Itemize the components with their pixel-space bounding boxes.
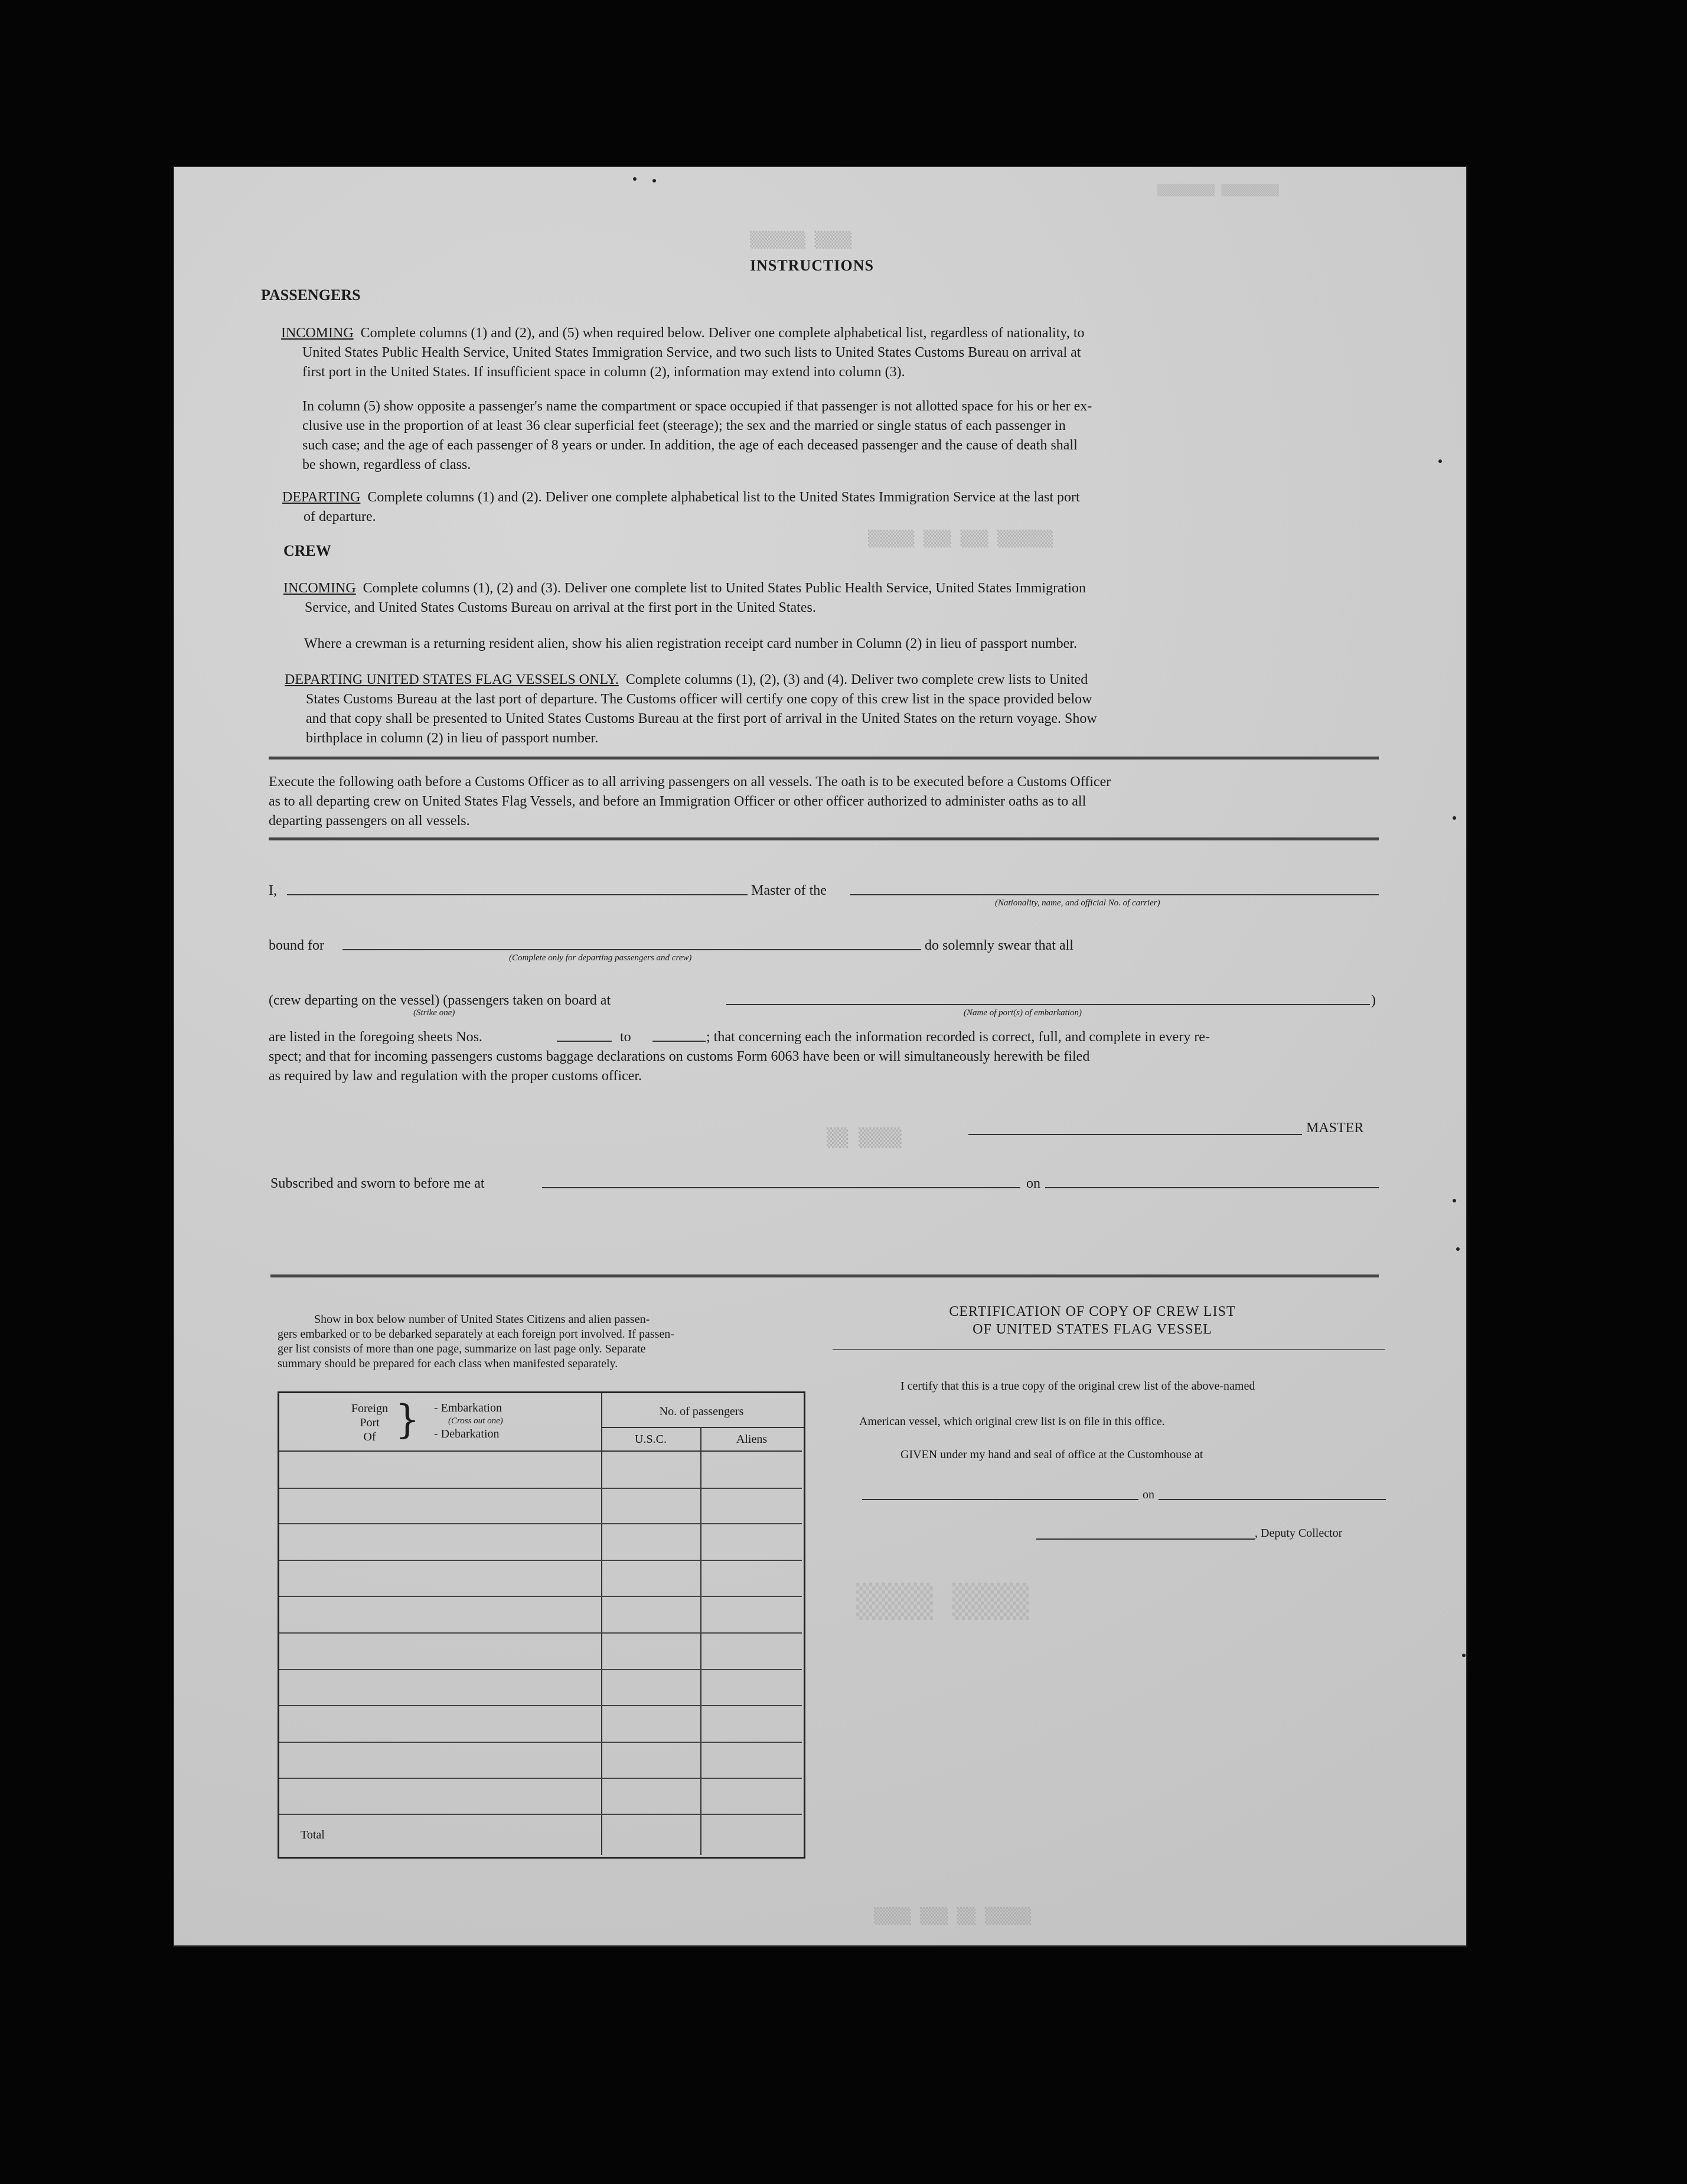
table-row xyxy=(279,1560,802,1561)
passengers-incoming-text: Complete columns (1) and (2), and (5) when required below. Deliver one complete alphabetical list, regardless of nationality, to xyxy=(360,325,1085,341)
strike-one-caption: (Strike one) xyxy=(413,1008,455,1018)
solemnly-text: do solemnly swear that all xyxy=(925,938,1073,953)
carrier-field[interactable] xyxy=(850,894,1379,895)
embark-labels xyxy=(434,1401,503,1440)
on-text: on xyxy=(1026,1176,1040,1191)
table-row xyxy=(279,1669,802,1670)
certification-title-line: CERTIFICATION OF COPY OF CREW LIST xyxy=(949,1304,1236,1319)
table-row xyxy=(279,1523,802,1524)
oath-intro xyxy=(269,772,1379,831)
passengers-incoming-label: INCOMING xyxy=(281,325,354,341)
ports-caption: (Name of port(s) of embarkation) xyxy=(964,1008,1082,1018)
bound-for-label: bound for xyxy=(269,938,324,953)
summary-instructions xyxy=(278,1312,803,1371)
bleed-through-text: ▒▒▒▒▒ ▒▒▒ ▒▒▒ ▒▒▒▒▒▒ xyxy=(868,530,1053,548)
resident-alien-text: Where a crewman is a returning resident alien, show his alien registration receipt card number in Column (2) in lieu of passport number. xyxy=(304,636,1077,651)
punch-mark xyxy=(1462,1654,1466,1657)
cross-out-label: (Cross out one) xyxy=(448,1416,503,1426)
certification-title-line: OF UNITED STATES FLAG VESSEL xyxy=(973,1322,1212,1337)
crew-incoming-text: Service, and United States Customs Bureau on arrival at the first port in the United States. xyxy=(305,600,816,615)
bleed-through-text: ▒▒ ▒▒▒▒ xyxy=(827,1128,902,1149)
master-label: MASTER xyxy=(1306,1120,1364,1136)
column5-text: be shown, regardless of class. xyxy=(302,457,471,472)
crew-incoming-label: INCOMING xyxy=(283,581,356,596)
passengers-departing-text: of departure. xyxy=(304,509,376,524)
table-row xyxy=(279,1632,802,1634)
divider xyxy=(269,757,1379,759)
certification-title xyxy=(833,1303,1352,1338)
listed-text-a: are listed in the foregoing sheets Nos. xyxy=(269,1029,482,1045)
row-rule xyxy=(279,1450,802,1452)
passengers-departing-block xyxy=(282,488,1357,527)
oath-intro-text: departing passengers on all vessels. xyxy=(269,813,470,829)
master-name-field[interactable] xyxy=(287,894,748,895)
total-label: Total xyxy=(301,1828,325,1841)
bleed-through-text: ▒▒▒▒▒▒▒▒▒ ▒▒▒▒▒▒▒▒▒ xyxy=(1157,184,1279,197)
foreign-label: Foreign xyxy=(351,1402,389,1415)
debarkation-label: - Debarkation xyxy=(434,1427,500,1440)
port-label: Port xyxy=(360,1416,380,1429)
table-row xyxy=(279,1596,802,1597)
crew-departing-text: birthplace in column (2) in lieu of passport number. xyxy=(306,731,599,746)
column-rule xyxy=(700,1428,701,1855)
to-text: to xyxy=(620,1029,631,1045)
passengers-heading: PASSENGERS xyxy=(261,286,361,304)
summary-text: gers embarked or to be debarked separately at each foreign port involved. If passen- xyxy=(278,1328,674,1341)
bound-for-field[interactable] xyxy=(342,949,921,950)
crew-departing-label: DEPARTING UNITED STATES FLAG VESSELS ONLY. xyxy=(285,672,619,687)
bleed-through-text: ▒▒▒▒▒▒ ▒▒▒▒ xyxy=(750,232,852,249)
sheet-to-field[interactable] xyxy=(652,1041,706,1042)
subscribed-text: Subscribed and sworn to before me at xyxy=(270,1176,485,1191)
divider xyxy=(269,837,1379,840)
table-header-port xyxy=(349,1401,390,1444)
certification-rule xyxy=(833,1349,1385,1350)
required-text: as required by law and regulation with the proper customs officer. xyxy=(269,1068,642,1084)
no-passengers-header: No. of passengers xyxy=(659,1405,744,1418)
oath-intro-text: Execute the following oath before a Customs Officer as to all arriving passengers on all vessels. The oath is to be executed before a Customs Officer xyxy=(269,774,1111,790)
spect-text: spect; and that for incoming passengers customs baggage declarations on customs Form 6063 have been or will simultaneously herewith be filed xyxy=(269,1049,1090,1064)
table-row xyxy=(279,1814,802,1815)
customhouse-field[interactable] xyxy=(862,1499,1138,1500)
deputy-collector-label: , Deputy Collector xyxy=(1255,1527,1343,1540)
usc-header: U.S.C. xyxy=(635,1433,667,1446)
deputy-signature-field[interactable] xyxy=(1036,1538,1255,1540)
crew-departing-text: Complete columns (1), (2), (3) and (4). Deliver two complete crew lists to United xyxy=(625,672,1088,687)
punch-mark xyxy=(1453,1199,1456,1202)
punch-mark xyxy=(1453,816,1456,820)
bleed-through-stamp: ▒▒▒▒ ▒▒▒▒ xyxy=(856,1583,1029,1620)
brace-icon: } xyxy=(395,1397,420,1442)
table-row xyxy=(279,1705,802,1706)
passengers-departing-label: DEPARTING xyxy=(282,490,361,505)
listed-text-b: ; that concerning each the information recorded is correct, full, and complete in every re- xyxy=(706,1029,1210,1045)
crew-departing-oath: (crew departing on the vessel) (passengers taken on board at xyxy=(269,993,611,1008)
cert-date-field[interactable] xyxy=(1159,1499,1386,1500)
passengers-incoming-text: United States Public Health Service, United States Immigration Service, and two such lists to United States Customs Bureau on arrival at xyxy=(302,345,1081,360)
table-row xyxy=(279,1778,802,1779)
crew-departing-block xyxy=(285,670,1359,748)
aliens-header: Aliens xyxy=(736,1433,768,1446)
ports-field[interactable] xyxy=(726,1004,1370,1005)
crew-departing-text: and that copy shall be presented to United States Customs Bureau at the first port of arrival in the United States on the return voyage. Show xyxy=(306,711,1097,726)
punch-mark xyxy=(633,177,637,181)
passengers-incoming-text: first port in the United States. If insufficient space in column (2), information may extend into column (3). xyxy=(302,364,905,380)
column5-text: In column (5) show opposite a passenger's name the compartment or space occupied if that passenger is not allotted space for his or her ex- xyxy=(302,399,1092,414)
master-signature-field[interactable] xyxy=(968,1134,1302,1135)
row-rule xyxy=(601,1427,804,1428)
oath-intro-text: as to all departing crew on United States Flag Vessels, and before an Immigration Officer or other officer authorized to administer oaths as to all xyxy=(269,794,1086,809)
bleed-through-text: ▒▒▒▒ ▒▒▒ ▒▒ ▒▒▒▒▒ xyxy=(874,1908,1032,1925)
sworn-date-field[interactable] xyxy=(1045,1187,1379,1188)
punch-mark xyxy=(1456,1247,1460,1251)
column5-text: clusive use in the proportion of at least 36 clear superficial feet (steerage); the sex and the married or single status of each passenger in xyxy=(302,418,1066,433)
certify-text: I certify that this is a true copy of the original crew list of the above-named xyxy=(900,1380,1255,1393)
cert-on-text: on xyxy=(1143,1488,1154,1501)
punch-mark xyxy=(652,179,656,182)
of-label: Of xyxy=(363,1430,376,1443)
passenger-summary-table xyxy=(278,1391,805,1859)
close-paren: ) xyxy=(1371,993,1376,1008)
summary-text: ger list consists of more than one page, summarize on last page only. Separate xyxy=(278,1342,646,1355)
column-rule xyxy=(601,1393,602,1855)
bound-caption: (Complete only for departing passengers and crew) xyxy=(509,953,692,963)
summary-text: Show in box below number of United States Citizens and alien passen- xyxy=(314,1313,650,1326)
divider xyxy=(270,1274,1379,1277)
nationality-caption: (Nationality, name, and official No. of carrier) xyxy=(995,898,1160,908)
passengers-incoming-block xyxy=(281,324,1356,382)
page-title: INSTRUCTIONS xyxy=(750,257,874,274)
table-row xyxy=(279,1742,802,1743)
summary-text: summary should be prepared for each class when manifested separately. xyxy=(278,1357,618,1370)
punch-mark xyxy=(1438,459,1442,463)
crew-departing-text: States Customs Bureau at the last port of departure. The Customs officer will certify one copy of this crew list in the space provided below xyxy=(306,692,1092,707)
crew-heading: CREW xyxy=(283,542,331,559)
crew-incoming-text: Complete columns (1), (2) and (3). Deliver one complete list to United States Public Health Service, United States Immigration xyxy=(363,581,1086,596)
crew-incoming-block xyxy=(283,579,1358,618)
sworn-place-field[interactable] xyxy=(542,1187,1020,1188)
passengers-departing-text: Complete columns (1) and (2). Deliver one complete alphabetical list to the United States Immigration Service at the last port xyxy=(367,490,1080,505)
embarkation-label: - Embarkation xyxy=(434,1401,502,1414)
table-row xyxy=(279,1488,802,1489)
given-text: GIVEN under my hand and seal of office at the Customhouse at xyxy=(900,1448,1203,1461)
american-text: American vessel, which original crew list is on file in this office. xyxy=(859,1415,1165,1428)
sheet-from-field[interactable] xyxy=(557,1041,612,1042)
master-of-the: Master of the xyxy=(751,883,827,898)
column5-block xyxy=(302,397,1359,475)
oath-i: I, xyxy=(269,883,277,898)
column5-text: such case; and the age of each passenger of 8 years or under. In addition, the age of each deceased passenger and the cause of death shall xyxy=(302,438,1078,453)
